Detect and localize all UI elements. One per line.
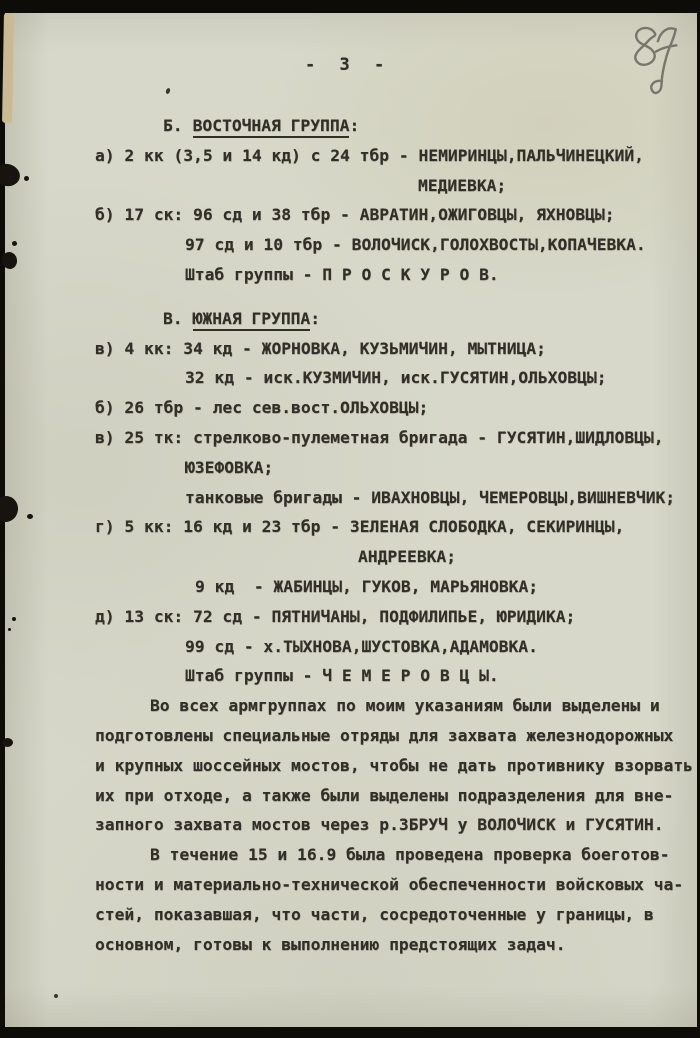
page-number: - 3 - [305, 55, 392, 75]
ink-speck [165, 87, 171, 94]
scan-border-bottom [0, 1027, 700, 1038]
text-line: а) 2 кк (3,5 и 14 кд) с 24 тбр - НЕМИРИНЦЫ,ПАЛЬЧИНЕЦКИЙ, [95, 145, 644, 165]
handwritten-digit-8 [632, 27, 658, 66]
text-line: г) 5 кк: 16 кд и 23 тбр - ЗЕЛЕНАЯ СЛОБОДКА, СЕКИРИНЦЫ, [95, 517, 625, 537]
text-line: Штаб группы - П Р О С К У Р О В. [185, 264, 499, 284]
text-line: д) 13 ск: 72 сд - ПЯТНИЧАНЫ, ПОДФИЛИПЬЕ, ЮРИДИКА; [95, 606, 576, 626]
section-title: ВОСТОЧНАЯ ГРУППА [193, 116, 350, 138]
paragraph-line: В течение 15 и 16.9 была проведена проверка боеготов- [150, 845, 670, 865]
paragraph-line: Во всех армгруппах по моим указаниям были выделены и [150, 696, 660, 716]
paragraph-line: стей, показавшая, что части, сосредоточенные у границы, в [95, 904, 654, 924]
text-line: б) 17 ск: 96 сд и 38 тбр - АВРАТИН,ОЖИГОВЦЫ, ЯХНОВЦЫ; [95, 205, 615, 225]
paragraph-line: их при отходе, а также были выделены подразделения для вне- [95, 785, 674, 805]
section-heading-b [0, 111, 700, 141]
text-line: ЮЗЕФОВКА; [185, 457, 274, 477]
text-line: 9 кд - ЖАБИНЦЫ, ГУКОВ, МАРЬЯНОВКА; [195, 576, 539, 596]
text-line: танковые бригады - ИВАХНОВЦЫ, ЧЕМЕРОВЦЫ,ВИШНЕВЧИК; [185, 487, 676, 507]
section-colon: : [349, 116, 360, 135]
text-line: Штаб группы - Ч Е М Е Р О В Ц Ы. [185, 666, 499, 686]
text-line: 97 сд и 10 тбр - ВОЛОЧИСК,ГОЛОХВОСТЫ,КОПАЧЕВКА. [185, 235, 646, 255]
text-line: 32 кд - иск.КУЗМИЧИН, иск.ГУСЯТИН,ОЛЬХОВЦЫ; [185, 368, 607, 388]
text-line: 99 сд - х.ТЫХНОВА,ШУСТОВКА,АДАМОВКА. [185, 636, 538, 656]
paragraph-line: и крупных шоссейных мостов, чтобы не дать противнику взорвать [95, 755, 693, 775]
section-heading-v [0, 304, 700, 334]
section-title: ЮЖНАЯ ГРУППА [193, 309, 311, 331]
section-letter: В. [163, 308, 183, 328]
paragraph-line: запного захвата мостов через р.ЗБРУЧ у ВОЛОЧИСК и ГУСЯТИН. [95, 815, 664, 835]
paragraph-line: ности и материально-технической обеспеченности войсковых ча- [95, 874, 684, 894]
scan-border-top [0, 0, 700, 13]
paragraph-line: основном, готовы к выполнению предстоящих задач. [95, 934, 566, 954]
paragraph-line: подготовлены специальные отряды для захвата железнодорожных [95, 725, 674, 745]
text-line: в) 25 тк: стрелково-пулеметная бригада - ГУСЯТИН,ШИДЛОВЦЫ, [95, 427, 664, 447]
section-letter: Б. [163, 116, 183, 135]
section-colon: : [310, 308, 321, 328]
page-edge-strip [2, 13, 14, 123]
ink-speck [54, 994, 58, 998]
handwritten-page-number [612, 16, 692, 107]
document-body [0, 111, 700, 959]
text-line: в) 4 кк: 34 кд - ЖОРНОВКА, КУЗЬМИЧИН, МЫТНИЦА; [95, 338, 546, 358]
text-line: б) 26 тбр - лес сев.вост.ОЛЬХОВЦЫ; [95, 398, 429, 418]
text-line: АНДРЕЕВКА; [358, 547, 457, 567]
text-line: МЕДИЕВКА; [418, 175, 507, 195]
